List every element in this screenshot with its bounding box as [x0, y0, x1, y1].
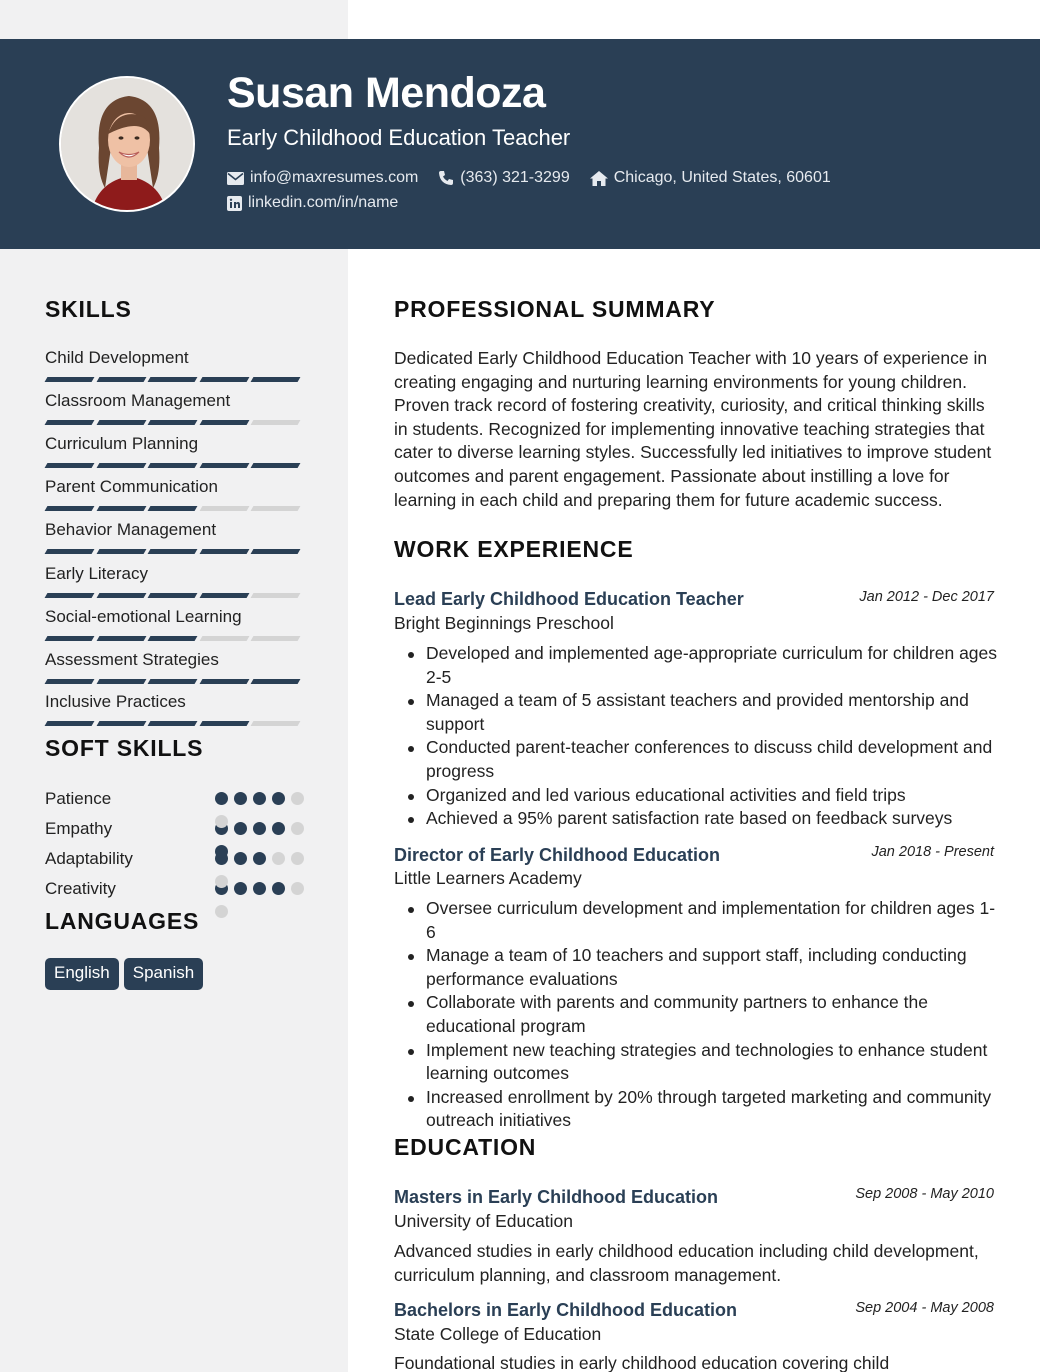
level-segment: [199, 636, 249, 641]
level-segment: [148, 636, 198, 641]
level-segment: [251, 593, 301, 598]
skill-level-bar: [46, 721, 304, 726]
level-segment: [199, 549, 249, 554]
level-segment: [96, 549, 146, 554]
bullet-item: Manage a team of 10 teachers and support staff, including conducting performance evaluations: [404, 944, 1004, 991]
bullet-item: Increased enrollment by 20% through targeted marketing and community outreach initiatives: [404, 1086, 1004, 1133]
level-segment: [199, 721, 249, 726]
level-dot: [234, 882, 247, 895]
level-dot: [272, 822, 285, 835]
education-heading: EDUCATION: [394, 1134, 537, 1160]
level-segment: [96, 377, 146, 382]
level-segment: [251, 463, 301, 468]
skill-name: Social-emotional Learning: [45, 607, 242, 626]
level-segment: [251, 420, 301, 425]
degree-description: Foundational studies in early childhood education covering child: [394, 1353, 890, 1372]
level-dot: [234, 852, 247, 865]
soft-skill-dots: [215, 822, 310, 835]
bullet-item: Oversee curriculum development and implementation for children ages 1-6: [404, 897, 1004, 944]
level-dot: [253, 822, 266, 835]
level-segment: [45, 679, 95, 684]
languages-heading: LANGUAGES: [45, 908, 200, 934]
degree-description: Advanced studies in early childhood education including child development, curriculum planning, and classroom management.: [394, 1241, 979, 1285]
level-segment: [148, 506, 198, 511]
level-dot: [234, 792, 247, 805]
phone-contact[interactable]: [438, 169, 569, 187]
degree-date: Sep 2004 - May 2008: [855, 1300, 994, 1316]
skill-level-bar: [46, 377, 304, 382]
soft-skill-dots: [215, 792, 310, 805]
skill-level-bar: [46, 593, 304, 598]
summary-heading: PROFESSIONAL SUMMARY: [394, 296, 716, 322]
level-segment: [45, 377, 95, 382]
bullet-item: Implement new teaching strategies and technologies to enhance student learning outcomes: [404, 1039, 1004, 1086]
overflow-dot: [215, 905, 228, 918]
language-tags: [45, 958, 208, 990]
job-date: Jan 2018 - Present: [871, 844, 994, 860]
level-segment: [251, 721, 301, 726]
degree-title: Bachelors in Early Childhood Education: [394, 1300, 738, 1320]
level-segment: [45, 593, 95, 598]
level-segment: [148, 549, 198, 554]
contact-info: [227, 167, 851, 217]
summary-text: Dedicated Early Childhood Education Teacher with 10 years of experience in creating engaging and nurturing learning environments for young children. Proven track record of fostering creativity, curiosity, and critical thinking skills in students. Recognized for implementing innovative teaching strategies that cater to diverse learning styles. Successfully led initiatives to improve student outcomes and parent engagement. Passionate about instilling a love for learning in each child and preparing them for future academic success.: [394, 348, 992, 510]
level-segment: [199, 420, 249, 425]
linkedin-text: linkedin.com/in/name: [248, 194, 399, 211]
level-dot: [272, 882, 285, 895]
level-dot: [234, 822, 247, 835]
level-dot: [215, 792, 228, 805]
skill-name: Curriculum Planning: [45, 434, 199, 453]
soft-skill-name: Patience: [45, 789, 112, 808]
level-dot: [291, 852, 304, 865]
skill-name: Inclusive Practices: [45, 692, 186, 711]
skill-level-bar: [46, 679, 304, 684]
level-segment: [96, 463, 146, 468]
skill-level-bar: [46, 463, 304, 468]
bullet-item: Achieved a 95% parent satisfaction rate based on feedback surveys: [404, 807, 1004, 831]
skill-level-bar: [46, 636, 304, 641]
skills-heading: SKILLS: [45, 296, 132, 322]
candidate-title: Early Childhood Education Teacher: [227, 125, 571, 150]
soft-skill-name: Creativity: [45, 879, 116, 898]
overflow-dot: [215, 875, 228, 888]
email-contact[interactable]: [227, 169, 418, 187]
bullet-item: Organized and led various educational activities and field trips: [404, 784, 1004, 808]
level-segment: [96, 679, 146, 684]
level-segment: [251, 549, 301, 554]
level-segment: [251, 636, 301, 641]
level-dot: [272, 792, 285, 805]
job-company: Little Learners Academy: [394, 868, 582, 888]
level-segment: [96, 721, 146, 726]
linkedin-contact[interactable]: [227, 194, 398, 212]
language-tag: Spanish: [124, 958, 203, 990]
job-title: Director of Early Childhood Education: [394, 845, 721, 865]
level-segment: [148, 721, 198, 726]
level-segment: [148, 593, 198, 598]
level-segment: [199, 377, 249, 382]
skill-name: Child Development: [45, 348, 189, 367]
soft-skill-dots: [215, 882, 310, 895]
job-company: Bright Beginnings Preschool: [394, 613, 614, 633]
resume-header: [0, 39, 1040, 249]
soft-skill-name: Empathy: [45, 819, 113, 838]
job-date: Jan 2012 - Dec 2017: [859, 589, 994, 605]
bullet-item: Managed a team of 5 assistant teachers and provided mentorship and support: [404, 689, 1004, 736]
email-text: info@maxresumes.com: [250, 169, 419, 186]
level-dot: [253, 852, 266, 865]
skill-name: Assessment Strategies: [45, 650, 219, 669]
level-segment: [96, 636, 146, 641]
skill-level-bar: [46, 420, 304, 425]
degree-date: Sep 2008 - May 2010: [855, 1186, 994, 1202]
skill-name: Early Literacy: [45, 564, 148, 583]
soft-skill-name: Adaptability: [45, 849, 133, 868]
candidate-name: Susan Mendoza: [227, 69, 546, 117]
phone-text: (363) 321-3299: [460, 169, 570, 186]
level-dot: [253, 792, 266, 805]
level-segment: [45, 420, 95, 425]
level-segment: [45, 506, 95, 511]
bullet-item: Conducted parent-teacher conferences to discuss child development and progress: [404, 736, 1004, 783]
skill-name: Parent Communication: [45, 477, 218, 496]
level-dot: [272, 852, 285, 865]
profile-photo: [59, 76, 195, 212]
skill-level-bar: [46, 549, 304, 554]
level-segment: [148, 679, 198, 684]
level-segment: [45, 721, 95, 726]
school-name: State College of Education: [394, 1324, 602, 1344]
skill-level-bar: [46, 506, 304, 511]
level-segment: [251, 377, 301, 382]
experience-heading: WORK EXPERIENCE: [394, 536, 634, 562]
level-segment: [199, 463, 249, 468]
home-icon: [590, 171, 608, 186]
overflow-dot: [215, 815, 228, 828]
level-segment: [96, 593, 146, 598]
envelope-icon: [227, 172, 244, 185]
language-tag: English: [45, 958, 119, 990]
level-segment: [148, 420, 198, 425]
phone-icon: [438, 170, 454, 186]
level-segment: [199, 679, 249, 684]
school-name: University of Education: [394, 1211, 573, 1231]
location-text: Chicago, United States, 60601: [613, 169, 831, 186]
level-segment: [45, 463, 95, 468]
level-segment: [251, 679, 301, 684]
linkedin-icon: [227, 196, 242, 211]
job-title: Lead Early Childhood Education Teacher: [394, 589, 744, 609]
level-segment: [45, 636, 95, 641]
bullet-item: Collaborate with parents and community partners to enhance the educational program: [404, 991, 1004, 1038]
skill-name: Behavior Management: [45, 520, 217, 539]
level-segment: [199, 506, 249, 511]
level-dot: [291, 822, 304, 835]
level-segment: [251, 506, 301, 511]
location-contact: [590, 169, 831, 187]
overflow-dot: [215, 845, 228, 858]
job-bullets: [404, 897, 1004, 1133]
level-segment: [96, 420, 146, 425]
job-bullets: [404, 642, 1004, 831]
level-segment: [148, 463, 198, 468]
level-dot: [291, 882, 304, 895]
bullet-item: Developed and implemented age-appropriate curriculum for children ages 2-5: [404, 642, 1004, 689]
degree-title: Masters in Early Childhood Education: [394, 1187, 719, 1207]
soft-skill-dots: [215, 852, 310, 865]
skill-name: Classroom Management: [45, 391, 231, 410]
level-segment: [96, 506, 146, 511]
level-segment: [45, 549, 95, 554]
soft-skills-heading: SOFT SKILLS: [45, 735, 204, 761]
level-dot: [291, 792, 304, 805]
level-segment: [148, 377, 198, 382]
level-segment: [199, 593, 249, 598]
level-dot: [253, 882, 266, 895]
